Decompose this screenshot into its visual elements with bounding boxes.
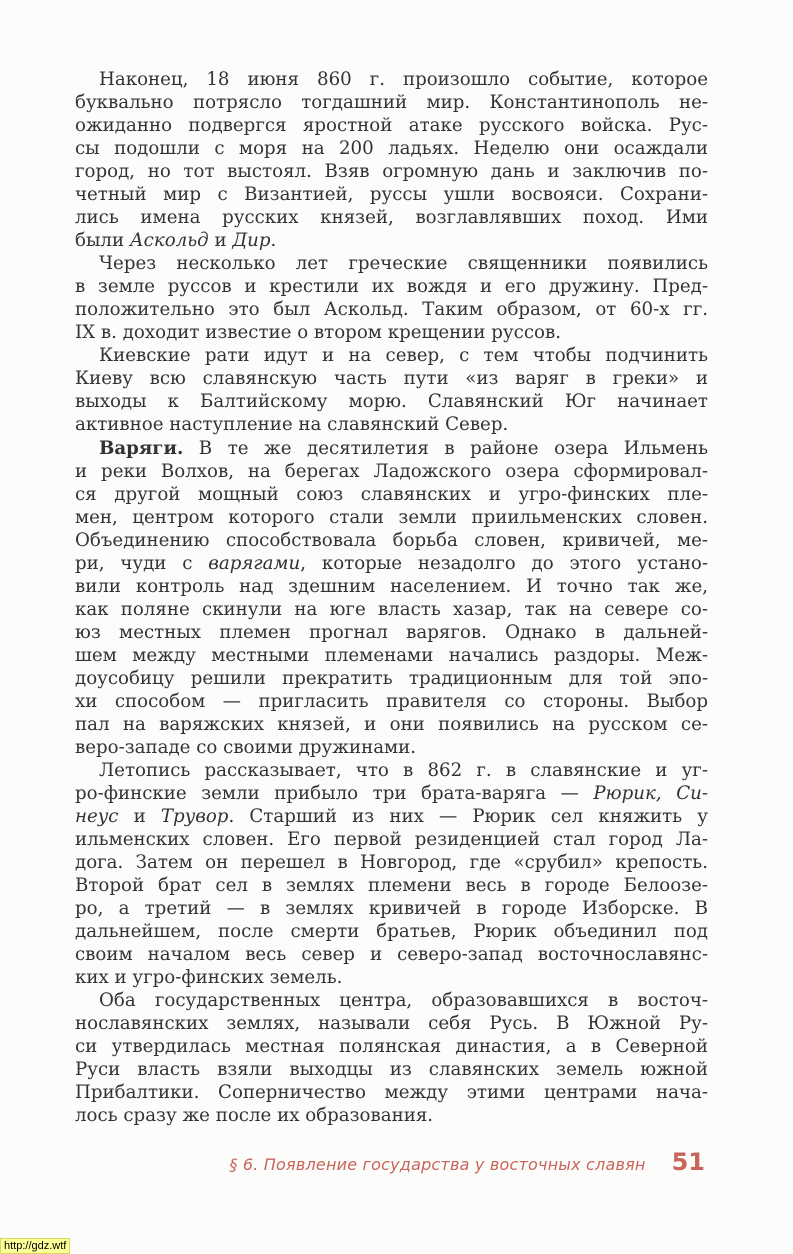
text-line	[75, 529, 708, 552]
page-number: 51	[671, 1148, 705, 1176]
text-line	[75, 229, 708, 252]
text-line	[75, 966, 708, 989]
text-run: Наконец, 18 июня 860 г. произошло событие, которое	[99, 69, 708, 90]
text-line	[75, 575, 708, 598]
text-line	[75, 160, 708, 183]
text-run: Прибалтики. Соперничество между этими центрами нача-	[75, 1082, 708, 1104]
text-run: ри, чуди с	[75, 552, 209, 574]
text-run: положительно это был Аскольд. Таким образом, от 60-х гг.	[75, 299, 708, 321]
page-footer	[229, 1148, 705, 1176]
text-run: . Старший из них — Рюрик сел княжить у	[228, 806, 708, 827]
text-run: В те же десятилетия в районе озера Ильмень	[183, 437, 708, 459]
text-line	[75, 736, 708, 759]
italic-term: варягами	[208, 552, 301, 574]
text-line	[75, 989, 708, 1012]
text-run: , которые незадолго до этого устано-	[300, 552, 709, 574]
italic-term: неус	[75, 806, 119, 827]
text-line	[75, 644, 708, 667]
text-line	[75, 137, 708, 160]
text-line	[75, 828, 708, 851]
text-line	[75, 206, 708, 229]
text-run: и реки Волхов, на берегах Ладожского озера сформировал-	[75, 460, 708, 482]
text-line	[75, 321, 708, 344]
text-run: ких и угро-финских земель.	[75, 967, 343, 989]
text-run: буквально потрясло тогдашний мир. Константинополь не-	[75, 92, 708, 114]
text-line	[75, 690, 708, 713]
text-run: дальнейшем, после смерти братьев, Рюрик объединил под	[75, 921, 708, 943]
text-line	[75, 91, 708, 114]
text-run: пал на варяжских князей, и они появились на русском се-	[75, 713, 708, 735]
text-line	[75, 943, 708, 966]
text-run: ильменских словен. Его первой резиденцией стал город Ла-	[75, 829, 708, 851]
text-run: лось сразу же после их образования.	[75, 1105, 434, 1127]
text-line	[75, 874, 708, 897]
text-run: активное наступление на славянский Север.	[75, 414, 509, 436]
text-line	[75, 275, 708, 298]
paragraph	[75, 437, 708, 759]
text-run: веро-западе со своими дружинами.	[75, 736, 417, 758]
paragraph	[75, 252, 708, 344]
text-run: сы подошли с моря на 200 ладьях. Неделю они осаждали	[75, 138, 708, 160]
text-run: дога. Затем он перешел в Новгород, где «срубил» крепость.	[75, 852, 708, 874]
text-run: в земле руссов и крестили их вождя и его дружину. Пред-	[75, 276, 708, 298]
text-line	[75, 483, 708, 506]
text-run: хи способом — пригласить правителя со стороны. Выбор	[75, 690, 708, 712]
text-run: мен, центром которого стали земли приильменских словен.	[75, 506, 708, 528]
text-line	[75, 437, 708, 460]
text-line	[75, 1058, 708, 1081]
italic-term: Трувор	[160, 806, 229, 827]
paragraph	[75, 989, 708, 1127]
running-section-title: § 6. Появление государства у восточных славян	[229, 1155, 646, 1174]
text-line	[75, 506, 708, 529]
text-run: Руси власть взяли выходцы из славянских земель южной	[75, 1059, 708, 1081]
text-line	[75, 805, 708, 828]
text-run: как поляне скинули на юге власть хазар, так на севере со-	[75, 598, 708, 620]
text-run: лись имена русских князей, возглавлявших поход. Ими	[75, 207, 708, 229]
text-line	[75, 851, 708, 874]
text-run: Объединению способствовала борьба словен, кривичей, ме-	[75, 529, 708, 551]
text-run: Киеву всю славянскую часть пути «из варяг в греки» и	[75, 368, 708, 390]
text-run: ро, а третий — в землях кривичей в городе Изборске. В	[75, 898, 708, 920]
text-line	[75, 920, 708, 943]
text-run: юз местных племен прогнал варягов. Однако в дальней-	[75, 621, 708, 643]
text-line	[75, 1035, 708, 1058]
text-run: Летопись рассказывает, что в 862 г. в славянские и уг-	[99, 759, 708, 781]
text-run: Через несколько лет греческие священники появились	[99, 253, 708, 275]
text-line	[75, 367, 708, 390]
text-run: и	[118, 806, 161, 827]
text-run: нославянских землях, называли себя Русь. В Южной Ру-	[75, 1013, 708, 1035]
text-line	[75, 782, 708, 805]
text-run: IX в. доходит известие о втором крещении руссов.	[75, 322, 561, 344]
text-line	[75, 1081, 708, 1104]
text-line	[75, 68, 708, 91]
text-run: своим началом весь север и северо-запад восточнославянс-	[75, 944, 708, 966]
text-line	[75, 713, 708, 736]
text-line	[75, 621, 708, 644]
text-line	[75, 183, 708, 206]
text-run: и	[208, 230, 233, 252]
text-run: ожиданно подвергся яростной атаке русского войска. Рус-	[75, 115, 708, 137]
text-line	[75, 598, 708, 621]
text-line	[75, 759, 708, 782]
text-run: си утвердилась местная полянская династия, а в Северной	[75, 1036, 708, 1058]
text-line	[75, 413, 708, 436]
text-run: город, но тот выстоял. Взяв огромную дань и заключив по-	[75, 161, 708, 183]
text-run: были	[75, 230, 130, 252]
text-line	[75, 460, 708, 483]
paragraph	[75, 344, 708, 436]
body-text	[75, 68, 708, 1127]
text-line	[75, 298, 708, 321]
text-run: Киевские рати идут и на север, с тем чтобы подчинить	[99, 345, 708, 367]
paragraph	[75, 68, 708, 252]
text-line	[75, 252, 708, 275]
text-line	[75, 114, 708, 137]
italic-term: Аскольд	[129, 230, 209, 252]
text-line	[75, 897, 708, 920]
text-line	[75, 1012, 708, 1035]
text-line	[75, 1104, 708, 1127]
text-line	[75, 552, 708, 575]
text-run: четный мир с Византией, руссы ушли восвояси. Сохрани-	[75, 184, 708, 206]
text-run: ро-финские земли прибыло три брата-варяга —	[75, 782, 594, 804]
text-run: выходы к Балтийскому морю. Славянский Юг начинает	[75, 391, 708, 413]
text-run: ся другой мощный союз славянских и угро-финских пле-	[75, 483, 708, 505]
text-line	[75, 667, 708, 690]
bold-heading: Варяги.	[99, 437, 184, 459]
italic-term: Рюрик, Си-	[593, 782, 708, 804]
text-line	[75, 344, 708, 367]
text-run: шем между местными племенами начались раздоры. Меж-	[75, 644, 708, 666]
text-run: вили контроль над здешним населением. И точно так же,	[75, 575, 708, 597]
watermark-link[interactable]: http://gdz.wtf	[0, 1238, 70, 1254]
text-run: Второй брат сел в землях племени весь в городе Белоозе-	[75, 875, 708, 897]
italic-term: Дир	[232, 230, 271, 252]
text-line	[75, 390, 708, 413]
text-run: Оба государственных центра, образовавшихся в восточ-	[99, 990, 708, 1012]
text-run: доусобицу решили прекратить традиционным для той эпо-	[75, 667, 708, 689]
paragraph	[75, 759, 708, 989]
text-run: .	[270, 230, 277, 252]
